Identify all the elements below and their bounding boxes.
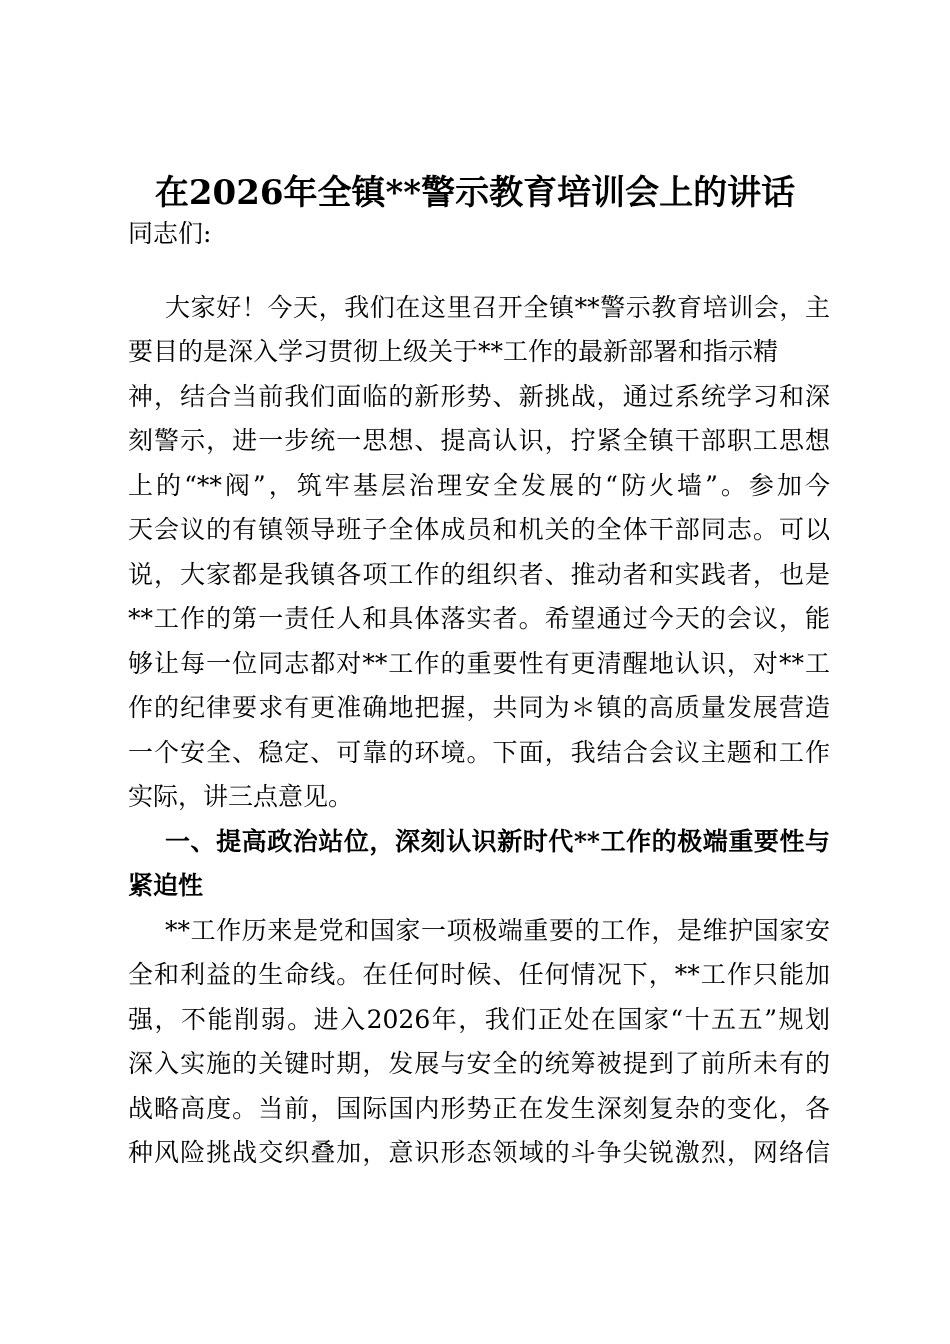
text-line: 要目的是深入学习贯彻上级关于**工作的最新部署和指示精	[128, 337, 779, 366]
text-line: 作的纪律要求有更准确地把握，共同为＊镇的高质量发展营造	[128, 693, 830, 722]
text-line: 天会议的有镇领导班子全体成员和机关的全体干部同志。可以	[128, 515, 830, 544]
heading-line: 紧迫性	[128, 871, 204, 900]
text-line: 刻警示，进一步统一思想、提高认识，拧紧全镇干部职工思想	[128, 426, 830, 455]
text-line: 深入实施的关键时期，发展与安全的统筹被提到了前所未有的	[128, 1049, 830, 1078]
text-line: 强，不能削弱。进入2026年，我们正处在国家“十五五”规划	[128, 1005, 830, 1034]
text-line: 战略高度。当前，国际国内形势正在发生深刻复杂的变化，各	[128, 1094, 830, 1123]
salutation: 同志们:	[128, 219, 212, 248]
text-line: 够让每一位同志都对**工作的重要性有更清醒地认识，对**工	[128, 649, 830, 678]
text-line: **工作的第一责任人和具体落实者。希望通过今天的会议，能	[128, 604, 830, 633]
text-line: 实际，讲三点意见。	[128, 782, 354, 811]
text-line: **工作历来是党和国家一项极端重要的工作，是维护国家安	[165, 916, 830, 945]
text-line: 种风险挑战交织叠加，意识形态领域的斗争尖锐激烈，网络信	[128, 1138, 830, 1167]
heading-line: 一、提高政治站位，深刻认识新时代**工作的极端重要性与	[165, 827, 830, 856]
text-line: 全和利益的生命线。在任何时候、任何情况下，**工作只能加	[128, 960, 830, 989]
document-title: 在2026年全镇**警示教育培训会上的讲话	[154, 173, 796, 213]
text-line: 说，大家都是我镇各项工作的组织者、推动者和实践者，也是	[128, 560, 830, 589]
text-line: 神，结合当前我们面临的新形势、新挑战，通过系统学习和深	[128, 382, 830, 411]
text-line: 一个安全、稳定、可靠的环境。下面，我结合会议主题和工作	[128, 738, 830, 767]
text-line: 大家好！今天，我们在这里召开全镇**警示教育培训会，主	[165, 293, 830, 322]
text-line: 上的“**阀”，筑牢基层治理安全发展的“防火墙”。参加今	[128, 471, 830, 500]
